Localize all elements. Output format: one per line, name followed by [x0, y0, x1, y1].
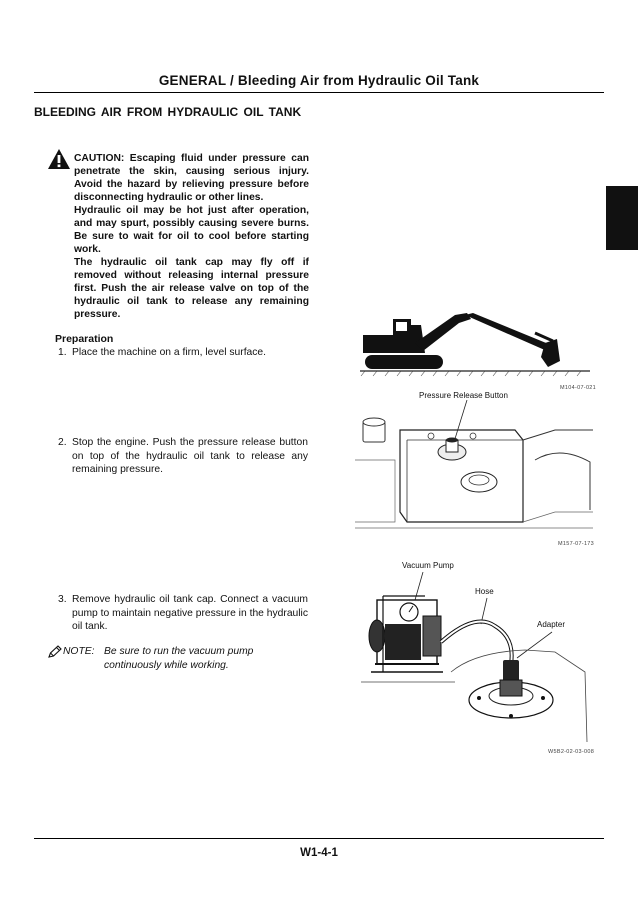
excavator-figure [355, 305, 595, 385]
note-text: Be sure to run the vacuum pump continuously while working. [104, 646, 254, 671]
step-3 [58, 593, 308, 635]
note-label: NOTE: [63, 646, 95, 657]
page-number: W1-4-1 [300, 847, 338, 859]
section-tab-marker [606, 186, 638, 250]
note-block [48, 645, 310, 675]
figure-2-id: M157-07-173 [558, 541, 595, 547]
warning-triangle-icon [47, 148, 71, 170]
caution-paragraph-3: The hydraulic oil tank cap may fly off if removed without releasing internal pressure first. Push the air release valve on top of the hydraulic oil tank to release any remaining pressure. [74, 257, 309, 320]
section-title: BLEEDING AIR FROM HYDRAULIC OIL TANK [34, 105, 302, 119]
step-number: 3. [58, 594, 67, 605]
figure-3-label-adapter: Adapter [537, 620, 566, 629]
caution-paragraph-2: Hydraulic oil may be hot just after operation, and may spurt, possibly causing severe burns. Be sure to wait for oil to cool before starting work. [74, 205, 309, 255]
step-number: 2. [58, 437, 67, 448]
figure-2-callout-label: Pressure Release Button [419, 391, 508, 400]
figure-3-label-hose: Hose [475, 587, 494, 596]
step-text: Stop the engine. Push the pressure release button on top of the hydraulic oil tank to release any remaining pressure. [72, 437, 308, 475]
figure-3-label-vacuum-pump: Vacuum Pump [402, 561, 454, 570]
figure-1-id: M104-07-021 [560, 385, 597, 391]
preparation-heading: Preparation [55, 333, 114, 345]
caution-block [74, 152, 309, 321]
step-text: Remove hydraulic oil tank cap. Connect a vacuum pump to maintain negative pressure in the hydraulic oil tank. [72, 594, 308, 632]
pencil-note-icon [48, 645, 62, 658]
caution-paragraph-1: CAUTION: Escaping fluid under pressure can penetrate the skin, causing serious injury. Avoid the hazard by relieving pressure before disconnecting hydraulic or other lines. [74, 153, 309, 203]
hydraulic-tank-figure [355, 400, 595, 535]
step-1 [58, 346, 308, 362]
figure-3-id: W5B2-02-03-008 [548, 749, 595, 755]
header-divider [34, 92, 604, 93]
page-header-title: GENERAL / Bleeding Air from Hydraulic Oil Tank [158, 73, 480, 88]
step-number: 1. [58, 347, 67, 358]
step-text: Place the machine on a firm, level surface. [72, 347, 267, 358]
vacuum-pump-figure [355, 572, 595, 747]
step-2 [58, 436, 308, 478]
footer-divider [34, 838, 604, 839]
